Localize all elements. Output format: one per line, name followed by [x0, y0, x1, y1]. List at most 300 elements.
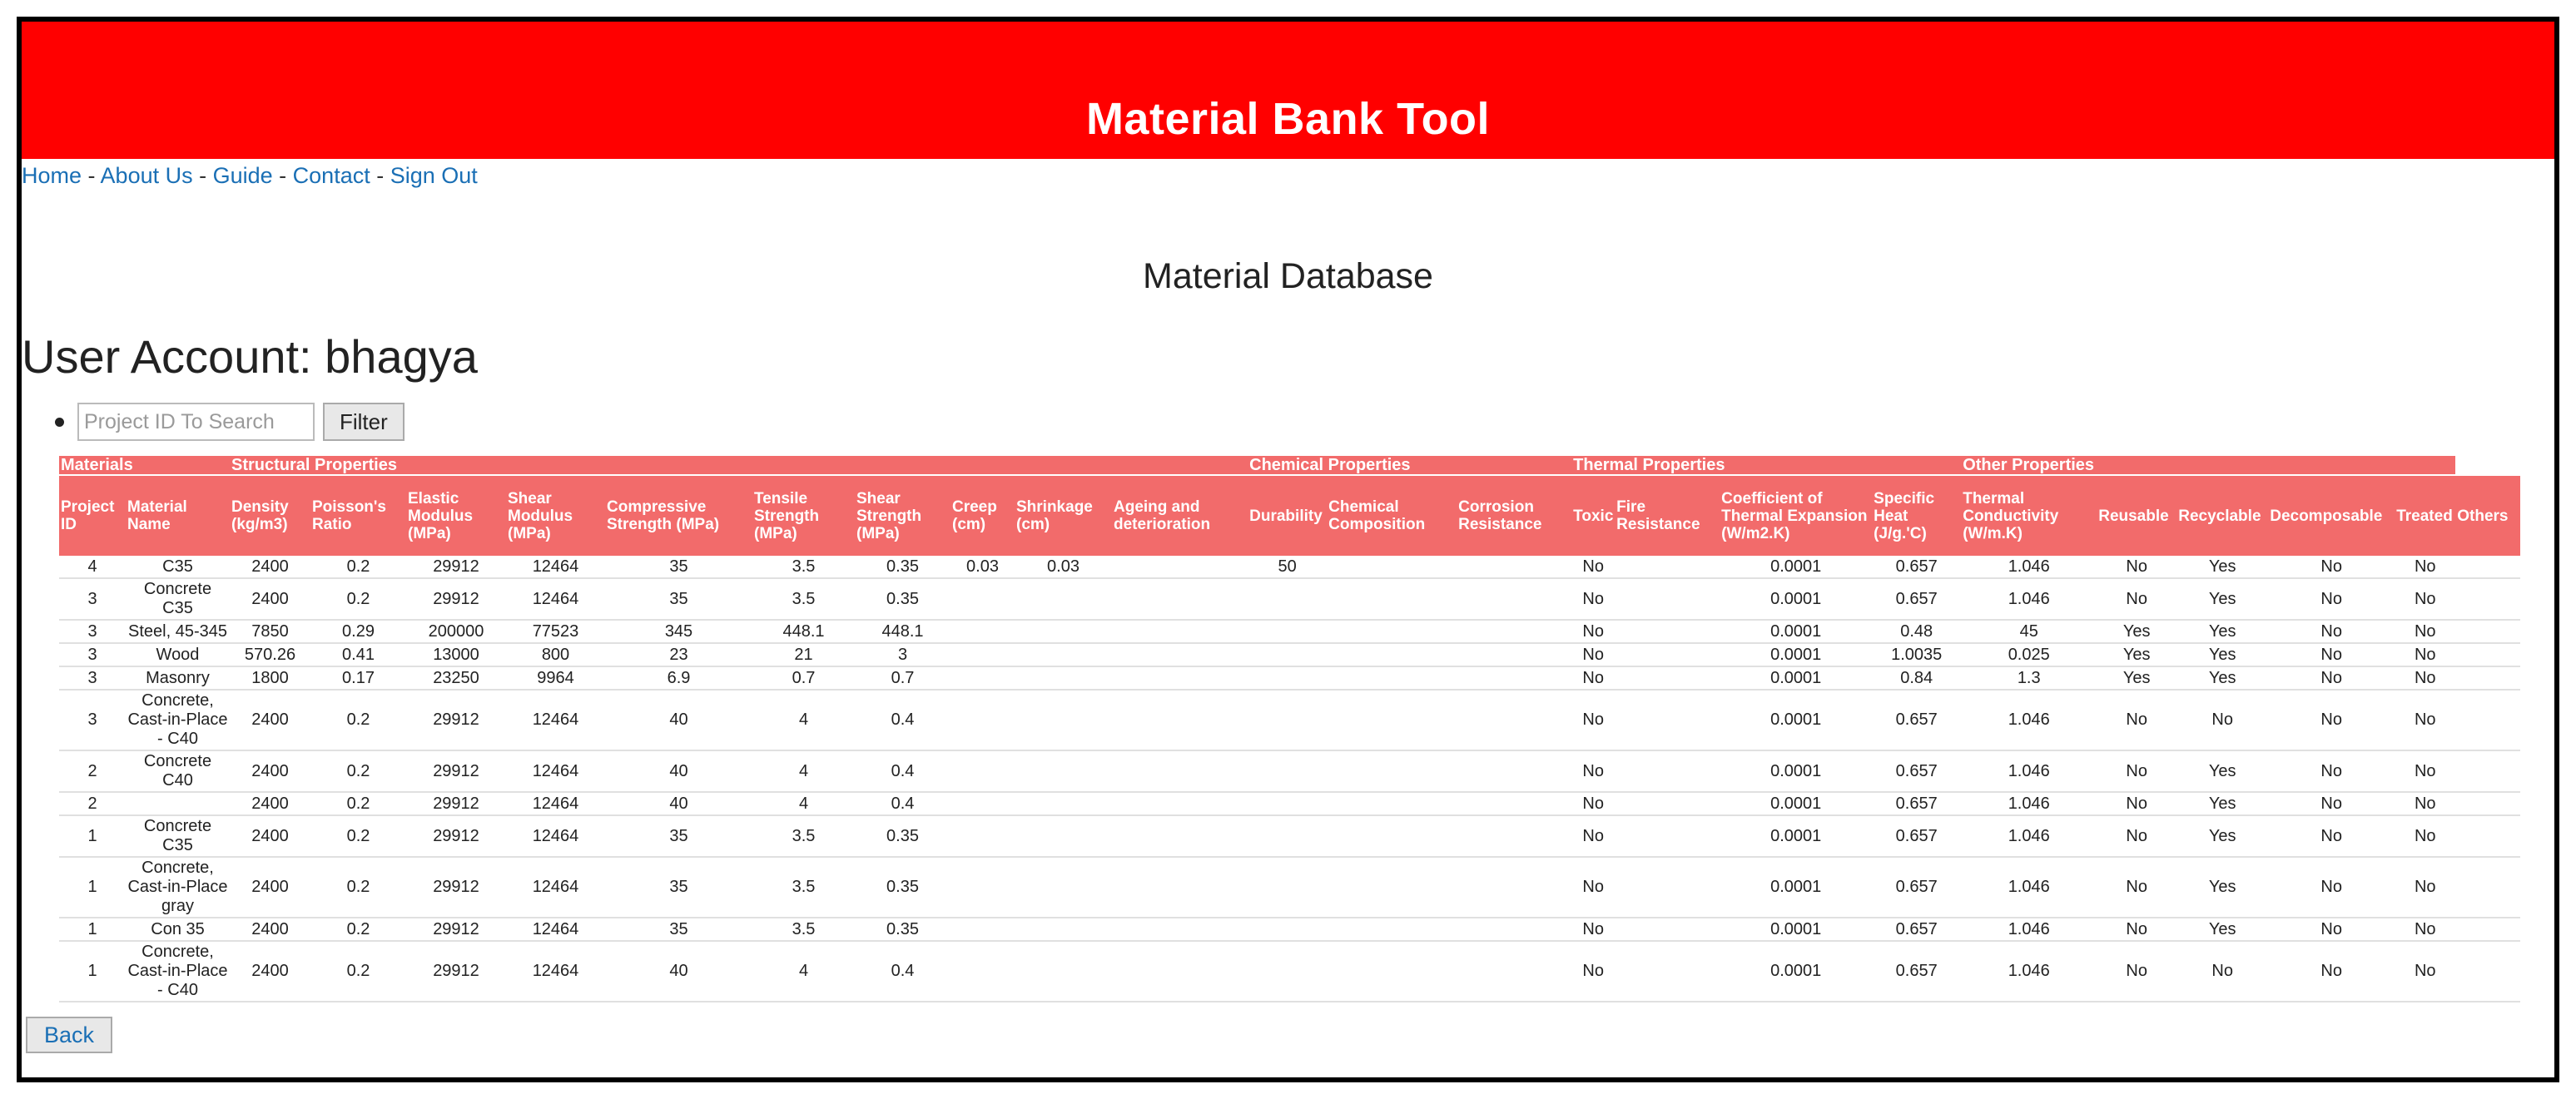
table-row	[59, 815, 2520, 857]
table-cell: 0.2	[310, 815, 406, 857]
column-group-header: Chemical Properties	[1248, 456, 1571, 475]
table-cell: No	[2176, 941, 2268, 1002]
table-cell: 35	[605, 857, 752, 918]
table-cell: 0.2	[310, 792, 406, 815]
table-cell: 2400	[230, 941, 310, 1002]
column-header: Shear Modulus (MPa)	[506, 475, 605, 556]
table-cell: 0.4	[855, 941, 950, 1002]
table-cell: 0.0001	[1720, 857, 1872, 918]
table-cell: No	[2395, 690, 2455, 750]
table-cell: No	[2268, 620, 2395, 643]
column-header: Shear Strength (MPa)	[855, 475, 950, 556]
table-cell: 12464	[506, 578, 605, 620]
table-cell	[1457, 690, 1571, 750]
table-cell: No	[2268, 750, 2395, 792]
table-cell	[1248, 918, 1327, 941]
nav-separator: -	[370, 163, 390, 188]
table-cell: No	[2395, 578, 2455, 620]
table-cell: 3.5	[752, 857, 855, 918]
table-cell: 0.657	[1872, 815, 1961, 857]
table-cell: 29912	[406, 857, 506, 918]
table-cell	[1015, 815, 1112, 857]
table-cell: 0.2	[310, 857, 406, 918]
table-cell	[1248, 578, 1327, 620]
table-cell: No	[2097, 941, 2176, 1002]
nav-about-link[interactable]: About Us	[100, 163, 193, 188]
site-header	[22, 22, 2554, 159]
table-cell	[1457, 666, 1571, 690]
table-cell: 1	[59, 941, 126, 1002]
table-cell	[2455, 643, 2520, 666]
table-cell	[1327, 750, 1457, 792]
table-cell: No	[2268, 918, 2395, 941]
table-cell: 12464	[506, 857, 605, 918]
table-cell	[1248, 815, 1327, 857]
table-cell	[2455, 815, 2520, 857]
table-cell: No	[2268, 556, 2395, 578]
table-cell	[1327, 857, 1457, 918]
table-cell: No	[1571, 792, 1615, 815]
table-cell: 0.03	[1015, 556, 1112, 578]
table-cell: No	[2097, 578, 2176, 620]
table-cell	[1327, 666, 1457, 690]
table-cell: Con 35	[126, 918, 230, 941]
table-cell	[1015, 620, 1112, 643]
table-cell: 0.025	[1961, 643, 2097, 666]
table-cell: No	[2176, 690, 2268, 750]
table-cell: No	[2097, 556, 2176, 578]
table-cell: 0.0001	[1720, 578, 1872, 620]
table-cell: 1.3	[1961, 666, 2097, 690]
column-header: Fire Resistance	[1615, 475, 1720, 556]
filter-button[interactable]: Filter	[323, 403, 405, 441]
column-group-header: Materials	[59, 456, 230, 475]
table-cell: 35	[605, 578, 752, 620]
table-cell	[1615, 643, 1720, 666]
table-cell: Masonry	[126, 666, 230, 690]
table-cell: Yes	[2176, 815, 2268, 857]
table-cell	[1457, 857, 1571, 918]
table-cell: 2400	[230, 792, 310, 815]
table-cell	[1457, 815, 1571, 857]
table-cell: 1.046	[1961, 578, 2097, 620]
table-row	[59, 941, 2520, 1002]
column-header: Density (kg/m3)	[230, 475, 310, 556]
table-cell	[1457, 643, 1571, 666]
table-cell: No	[2268, 815, 2395, 857]
table-cell	[1615, 690, 1720, 750]
table-cell: 35	[605, 918, 752, 941]
table-cell: 0.03	[950, 556, 1015, 578]
table-cell	[1015, 941, 1112, 1002]
table-cell	[950, 690, 1015, 750]
table-cell: 0.2	[310, 556, 406, 578]
page-content	[22, 22, 2554, 1077]
column-header: Project ID	[59, 475, 126, 556]
table-cell	[1015, 690, 1112, 750]
table-cell: 448.1	[855, 620, 950, 643]
table-cell: 1.046	[1961, 857, 2097, 918]
table-cell	[1112, 918, 1248, 941]
table-cell: 0.657	[1872, 792, 1961, 815]
table-cell: No	[1571, 666, 1615, 690]
table-cell: 29912	[406, 578, 506, 620]
table-cell	[2455, 620, 2520, 643]
table-cell	[950, 643, 1015, 666]
table-cell: Yes	[2176, 857, 2268, 918]
table-cell: 0.4	[855, 690, 950, 750]
nav-signout-link[interactable]: Sign Out	[390, 163, 478, 188]
table-cell: No	[2268, 857, 2395, 918]
table-cell: 1.046	[1961, 690, 2097, 750]
table-cell: 3.5	[752, 556, 855, 578]
table-cell: Concrete C40	[126, 750, 230, 792]
column-header: Chemical Composition	[1327, 475, 1457, 556]
column-header: Recyclable	[2176, 475, 2268, 556]
table-cell: 0.657	[1872, 918, 1961, 941]
table-cell	[950, 857, 1015, 918]
table-cell	[950, 918, 1015, 941]
column-header: Toxic	[1571, 475, 1615, 556]
table-cell	[1615, 857, 1720, 918]
table-cell: Concrete C35	[126, 815, 230, 857]
table-cell	[1112, 666, 1248, 690]
table-cell: Yes	[2097, 666, 2176, 690]
table-cell: 4	[752, 792, 855, 815]
table-cell: No	[2097, 857, 2176, 918]
table-cell: 3	[59, 690, 126, 750]
table-cell: 0.0001	[1720, 666, 1872, 690]
table-cell: Yes	[2176, 792, 2268, 815]
table-cell: 3	[855, 643, 950, 666]
table-cell: No	[2395, 857, 2455, 918]
table-cell	[1327, 643, 1457, 666]
table-cell: 3	[59, 666, 126, 690]
column-header: Tensile Strength (MPa)	[752, 475, 855, 556]
table-row	[59, 792, 2520, 815]
table-cell: 0.657	[1872, 941, 1961, 1002]
table-cell: No	[2395, 918, 2455, 941]
table-cell: 29912	[406, 941, 506, 1002]
table-cell: 0.0001	[1720, 815, 1872, 857]
table-cell: No	[1571, 750, 1615, 792]
table-cell: Concrete C35	[126, 578, 230, 620]
table-row	[59, 556, 2520, 578]
table-cell	[1327, 792, 1457, 815]
column-group-header: Structural Properties	[230, 456, 1248, 475]
table-cell: No	[1571, 643, 1615, 666]
table-cell	[950, 750, 1015, 792]
table-cell	[1457, 750, 1571, 792]
table-cell	[1457, 918, 1571, 941]
table-cell: 45	[1961, 620, 2097, 643]
table-cell: 0.2	[310, 578, 406, 620]
table-cell: No	[2268, 643, 2395, 666]
table-cell: 0.4	[855, 750, 950, 792]
table-cell: Concrete, Cast-in-Place gray	[126, 857, 230, 918]
column-header: Others	[2455, 475, 2520, 556]
table-cell: 0.657	[1872, 857, 1961, 918]
table-cell: No	[1571, 620, 1615, 643]
table-cell: 1800	[230, 666, 310, 690]
table-cell: 0.657	[1872, 690, 1961, 750]
table-cell: No	[2097, 792, 2176, 815]
table-cell: No	[2268, 792, 2395, 815]
table-cell: 1.046	[1961, 941, 2097, 1002]
table-cell	[1615, 941, 1720, 1002]
table-cell	[1248, 690, 1327, 750]
table-cell	[950, 666, 1015, 690]
table-cell: No	[2097, 815, 2176, 857]
table-cell: No	[1571, 857, 1615, 918]
column-header: Specific Heat (J/g.'C)	[1872, 475, 1961, 556]
table-cell: 1.046	[1961, 556, 2097, 578]
table-cell	[1248, 643, 1327, 666]
table-cell	[1015, 857, 1112, 918]
table-cell: Yes	[2176, 643, 2268, 666]
table-cell	[1112, 857, 1248, 918]
table-cell: 0.29	[310, 620, 406, 643]
table-row	[59, 620, 2520, 643]
table-cell: No	[2395, 750, 2455, 792]
table-row	[59, 750, 2520, 792]
table-row	[59, 857, 2520, 918]
table-cell: 29912	[406, 815, 506, 857]
table-cell: 0.0001	[1720, 620, 1872, 643]
table-cell: 50	[1248, 556, 1327, 578]
column-header: Durability	[1248, 475, 1327, 556]
table-cell: 0.0001	[1720, 750, 1872, 792]
table-cell	[1248, 750, 1327, 792]
table-cell: 77523	[506, 620, 605, 643]
user-account-heading: User Account: bhagya	[22, 330, 478, 383]
table-cell: 29912	[406, 918, 506, 941]
table-cell: 2400	[230, 750, 310, 792]
table-cell: 0.0001	[1720, 792, 1872, 815]
table-cell	[1248, 666, 1327, 690]
table-cell: 2400	[230, 918, 310, 941]
table-row	[59, 643, 2520, 666]
table-cell: Wood	[126, 643, 230, 666]
table-cell	[1112, 690, 1248, 750]
table-cell: 0.35	[855, 556, 950, 578]
table-cell: 0.0001	[1720, 643, 1872, 666]
table-cell: No	[2395, 643, 2455, 666]
table-cell: 12464	[506, 750, 605, 792]
table-cell: 3	[59, 578, 126, 620]
table-cell: Concrete, Cast-in-Place - C40	[126, 690, 230, 750]
table-cell	[1327, 918, 1457, 941]
page-frame	[17, 17, 2559, 1082]
nav-contact-link[interactable]: Contact	[292, 163, 370, 188]
project-id-search-input[interactable]	[77, 403, 315, 441]
table-cell: 2	[59, 792, 126, 815]
table-cell	[1327, 556, 1457, 578]
table-cell	[2455, 666, 2520, 690]
table-cell: 0.35	[855, 578, 950, 620]
table-cell	[1112, 941, 1248, 1002]
table-cell: No	[2097, 918, 2176, 941]
page-title: Material Database	[1143, 256, 1433, 296]
table-cell	[2455, 792, 2520, 815]
table-cell	[1615, 578, 1720, 620]
table-cell	[1248, 857, 1327, 918]
table-cell: 40	[605, 690, 752, 750]
table-cell	[1112, 556, 1248, 578]
column-group-header: Other Properties	[1961, 456, 2455, 475]
table-cell: 0.7	[855, 666, 950, 690]
table-cell	[1248, 941, 1327, 1002]
material-table-container	[59, 456, 2520, 1002]
nav-guide-link[interactable]: Guide	[212, 163, 273, 188]
table-cell: No	[2395, 556, 2455, 578]
nav-separator: -	[272, 163, 293, 188]
table-cell: No	[1571, 690, 1615, 750]
table-cell	[1615, 750, 1720, 792]
table-cell: No	[1571, 556, 1615, 578]
back-button[interactable]: Back	[26, 1017, 112, 1053]
table-cell: 0.0001	[1720, 918, 1872, 941]
table-cell: No	[1571, 578, 1615, 620]
column-header: Poisson's Ratio	[310, 475, 406, 556]
table-cell: Concrete, Cast-in-Place - C40	[126, 941, 230, 1002]
table-cell: 7850	[230, 620, 310, 643]
table-cell: 9964	[506, 666, 605, 690]
table-cell: 1.046	[1961, 750, 2097, 792]
table-cell: 0.17	[310, 666, 406, 690]
table-cell: 1.046	[1961, 918, 2097, 941]
table-cell: No	[2395, 620, 2455, 643]
table-cell	[1457, 578, 1571, 620]
table-cell: Yes	[2097, 643, 2176, 666]
table-cell	[950, 620, 1015, 643]
table-cell	[950, 792, 1015, 815]
table-cell	[1015, 750, 1112, 792]
table-cell	[1248, 792, 1327, 815]
table-cell	[1112, 620, 1248, 643]
column-header: Treated	[2395, 475, 2455, 556]
table-cell: No	[2395, 792, 2455, 815]
table-cell: 0.48	[1872, 620, 1961, 643]
table-cell: 13000	[406, 643, 506, 666]
table-cell: 29912	[406, 750, 506, 792]
table-cell: 12464	[506, 792, 605, 815]
column-header: Shrinkage (cm)	[1015, 475, 1112, 556]
table-cell	[1327, 620, 1457, 643]
table-cell: 12464	[506, 941, 605, 1002]
table-cell: 0.0001	[1720, 941, 1872, 1002]
table-cell: No	[2395, 815, 2455, 857]
table-cell: 0.0001	[1720, 556, 1872, 578]
table-cell	[950, 578, 1015, 620]
nav-home-link[interactable]: Home	[22, 163, 82, 188]
column-header: Coefficient of Thermal Expansion (W/m2.K)	[1720, 475, 1872, 556]
table-cell: 35	[605, 815, 752, 857]
table-cell: 23250	[406, 666, 506, 690]
table-cell: Yes	[2176, 666, 2268, 690]
table-cell: No	[2268, 578, 2395, 620]
table-cell: 1	[59, 918, 126, 941]
table-cell: 4	[752, 690, 855, 750]
table-cell	[1615, 666, 1720, 690]
table-cell: 0.84	[1872, 666, 1961, 690]
table-cell: 29912	[406, 792, 506, 815]
column-header: Compressive Strength (MPa)	[605, 475, 752, 556]
table-cell: C35	[126, 556, 230, 578]
nav-separator: -	[82, 163, 101, 188]
table-cell: No	[2268, 941, 2395, 1002]
table-cell: 345	[605, 620, 752, 643]
column-group-header: Thermal Properties	[1571, 456, 1961, 475]
table-cell: No	[1571, 815, 1615, 857]
table-cell	[1112, 815, 1248, 857]
table-cell	[1327, 941, 1457, 1002]
table-body	[59, 556, 2520, 1002]
list-bullet	[55, 418, 64, 427]
nav-bar	[22, 163, 478, 189]
table-cell	[1615, 918, 1720, 941]
table-cell	[1015, 918, 1112, 941]
table-cell	[2455, 578, 2520, 620]
table-cell: 2400	[230, 556, 310, 578]
group-header-row	[59, 456, 2520, 475]
table-cell: No	[2395, 941, 2455, 1002]
table-cell	[2455, 918, 2520, 941]
table-cell: 570.26	[230, 643, 310, 666]
table-cell: Yes	[2176, 918, 2268, 941]
table-cell: 2400	[230, 857, 310, 918]
table-cell: 3.5	[752, 578, 855, 620]
table-cell: 23	[605, 643, 752, 666]
table-cell	[1457, 556, 1571, 578]
table-cell	[1615, 620, 1720, 643]
table-cell: 3.5	[752, 815, 855, 857]
table-cell	[1615, 815, 1720, 857]
table-cell: Yes	[2176, 620, 2268, 643]
table-cell: 3	[59, 620, 126, 643]
table-cell	[1248, 620, 1327, 643]
table-cell: 3.5	[752, 918, 855, 941]
table-cell: 21	[752, 643, 855, 666]
table-cell: 40	[605, 941, 752, 1002]
table-cell: 800	[506, 643, 605, 666]
table-cell: Steel, 45-345	[126, 620, 230, 643]
table-cell: 4	[752, 941, 855, 1002]
table-cell: 12464	[506, 690, 605, 750]
table-cell: 0.35	[855, 918, 950, 941]
table-row	[59, 690, 2520, 750]
column-header: Elastic Modulus (MPa)	[406, 475, 506, 556]
table-cell: 4	[752, 750, 855, 792]
table-cell: 2400	[230, 815, 310, 857]
table-cell: No	[2097, 750, 2176, 792]
table-row	[59, 918, 2520, 941]
table-cell: 1	[59, 857, 126, 918]
table-cell	[950, 941, 1015, 1002]
table-cell: Yes	[2176, 750, 2268, 792]
column-header: Creep (cm)	[950, 475, 1015, 556]
table-cell: Yes	[2097, 620, 2176, 643]
table-cell: No	[2395, 666, 2455, 690]
table-cell	[1457, 620, 1571, 643]
table-cell: 1.0035	[1872, 643, 1961, 666]
table-cell: 1.046	[1961, 792, 2097, 815]
table-cell: 12464	[506, 556, 605, 578]
table-cell: 0.35	[855, 815, 950, 857]
table-row	[59, 666, 2520, 690]
table-cell	[1112, 750, 1248, 792]
table-cell	[1327, 690, 1457, 750]
